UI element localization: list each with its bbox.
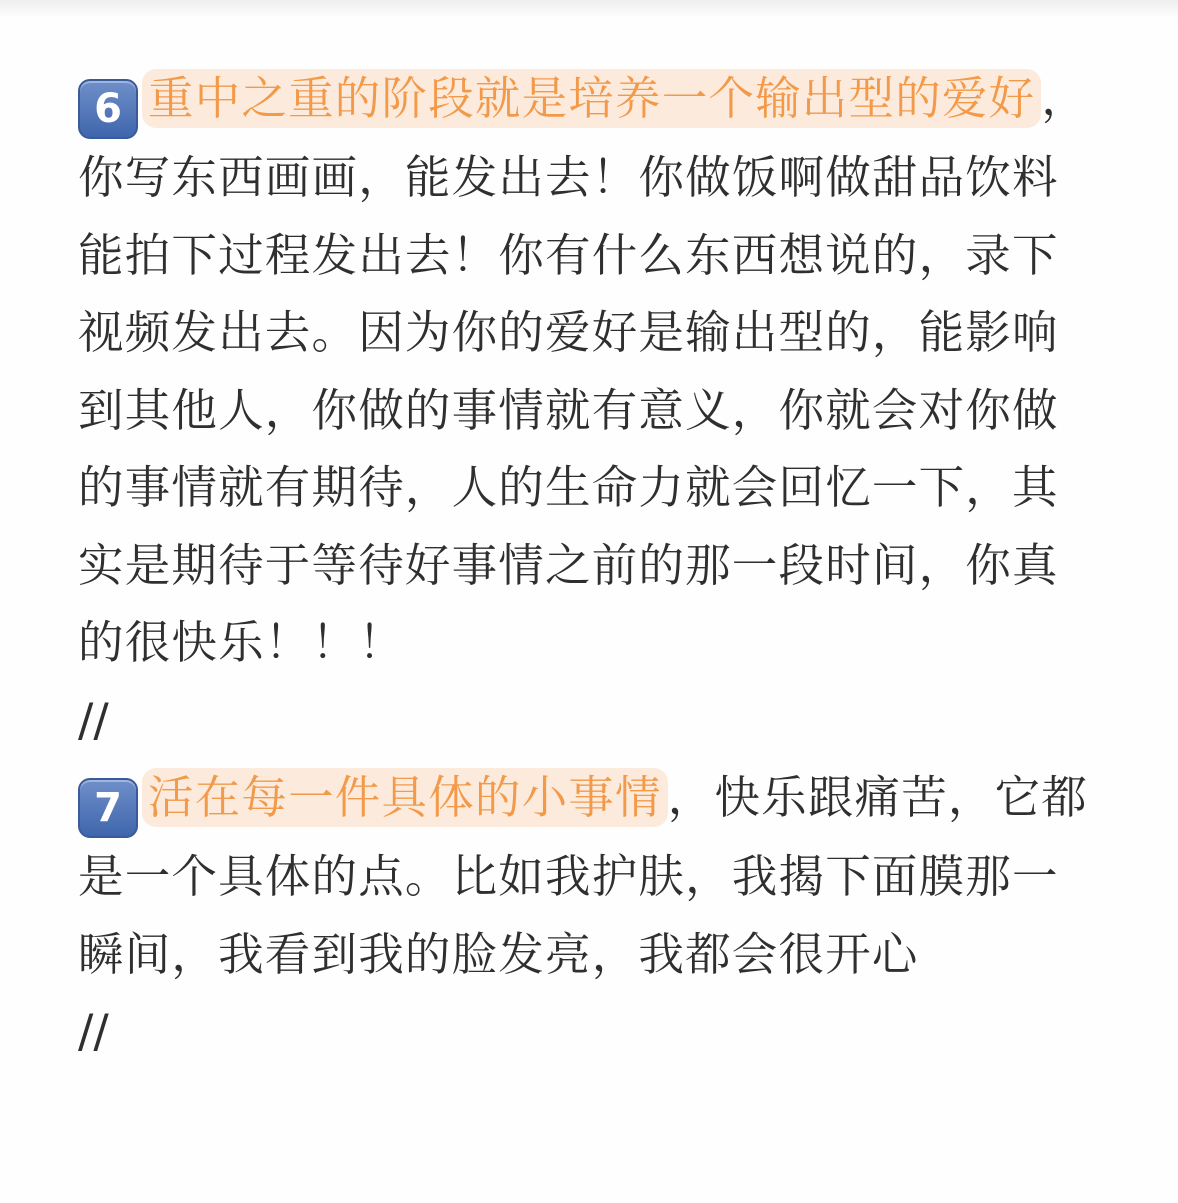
- section-6-text: ，你写东西画画，能发出去！你做饭啊做甜品饮料能拍下过程发出去！你有什么东西想说的，录下视频发出去。因为你的爱好是输出型的，能影响到其他人，你做的事情就有意义，你就会对你做的事情就有期待，人的生命力就会回忆一下，其实是期待于等待好事情之前的那一段时间，你真的很快乐！！！: [78, 72, 1089, 669]
- note-content: [78, 60, 1093, 1071]
- section-7-text: ，快乐跟痛苦，它都是一个具体的点。比如我护肤，我揭下面膜那一瞬间，我看到我的脸发亮，我都会很开心: [78, 771, 1089, 981]
- separator-1: //: [78, 693, 109, 747]
- section-7-highlight: 活在每一件具体的小事情: [142, 768, 668, 827]
- keycap-seven-icon: [78, 778, 138, 838]
- separator-2: //: [78, 1005, 109, 1058]
- keycap-six-icon: [78, 79, 138, 139]
- section-6-highlight: 重中之重的阶段就是培养一个输出型的爱好: [142, 69, 1041, 128]
- section-6-paragraph: [78, 60, 1093, 682]
- top-shadow: [0, 0, 1178, 18]
- section-7-paragraph: [78, 759, 1093, 993]
- badge-6-label: 6: [94, 86, 122, 132]
- badge-7-label: 7: [94, 785, 122, 831]
